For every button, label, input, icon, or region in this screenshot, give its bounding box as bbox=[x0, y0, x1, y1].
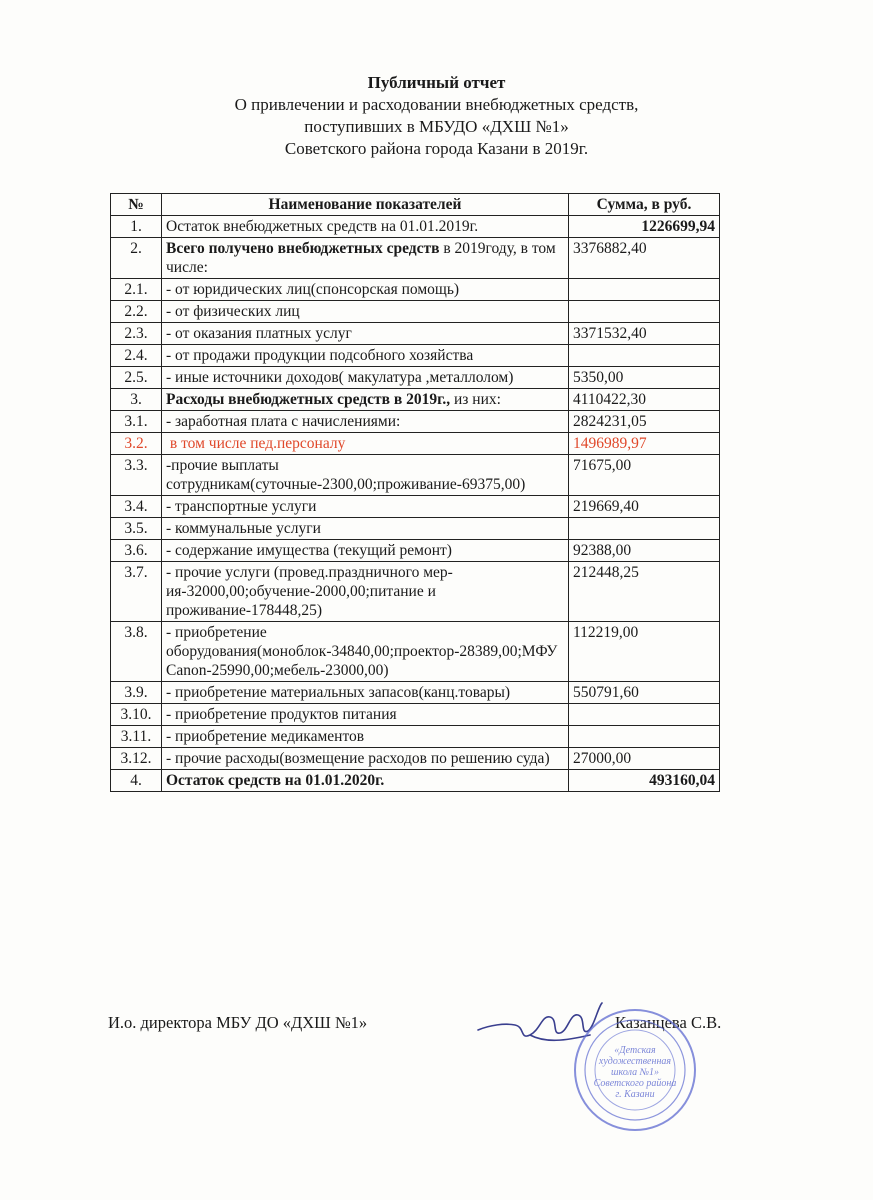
table-row bbox=[111, 518, 720, 540]
column-header-sum: Сумма, в руб. bbox=[569, 194, 720, 216]
row-sum: 3376882,40 bbox=[569, 238, 720, 279]
row-name bbox=[162, 770, 569, 792]
table-row bbox=[111, 770, 720, 792]
row-sum: 219669,40 bbox=[569, 496, 720, 518]
row-sum: 4110422,30 bbox=[569, 389, 720, 411]
row-name: - приобретение медикаментов bbox=[162, 726, 569, 748]
row-number: 3.7. bbox=[111, 562, 162, 622]
table-row bbox=[111, 279, 720, 301]
signer-position: И.о. директора МБУ ДО «ДХШ №1» bbox=[108, 1013, 368, 1032]
row-sum: 27000,00 bbox=[569, 748, 720, 770]
row-number: 3. bbox=[111, 389, 162, 411]
row-name: - заработная плата с начислениями: bbox=[162, 411, 569, 433]
row-sum: 550791,60 bbox=[569, 682, 720, 704]
table-row bbox=[111, 622, 720, 682]
column-header-name: Наименование показателей bbox=[162, 194, 569, 216]
table-row bbox=[111, 367, 720, 389]
row-number: 2.1. bbox=[111, 279, 162, 301]
row-number: 3.4. bbox=[111, 496, 162, 518]
row-sum: 1496989,97 bbox=[569, 433, 720, 455]
report-subtitle-line1: О привлечении и расходовании внебюджетных средств, bbox=[234, 95, 639, 114]
report-subtitle-line3: Советского района города Казани в 2019г. bbox=[284, 139, 589, 158]
row-name: - прочие услуги (провед.праздничного мер-ия-32000,00;обучение-2000,00;питание и проживание-178448,25) bbox=[162, 562, 569, 622]
row-number: 3.5. bbox=[111, 518, 162, 540]
row-name: в том числе пед.персоналу bbox=[162, 433, 569, 455]
report-title: Публичный отчет bbox=[367, 73, 506, 92]
row-name-bold: Расходы внебюджетных средств в 2019г., bbox=[166, 391, 451, 408]
table-row bbox=[111, 726, 720, 748]
table-row bbox=[111, 301, 720, 323]
row-sum: 5350,00 bbox=[569, 367, 720, 389]
row-name: Остаток внебюджетных средств на 01.01.2019г. bbox=[162, 216, 569, 238]
table-header-row bbox=[111, 194, 720, 216]
table-row bbox=[111, 345, 720, 367]
row-name: - иные источники доходов( макулатура ,металлолом) bbox=[162, 367, 569, 389]
row-number: 2.4. bbox=[111, 345, 162, 367]
row-number: 3.3. bbox=[111, 455, 162, 496]
column-header-number: № bbox=[111, 194, 162, 216]
row-name: - коммунальные услуги bbox=[162, 518, 569, 540]
row-name: - приобретение оборудования(моноблок-34840,00;проектор-28389,00;МФУ Canon-25990,00;мебель-23000,00) bbox=[162, 622, 569, 682]
row-sum bbox=[569, 518, 720, 540]
report-subtitle-line2: поступивших в МБУДО «ДХШ №1» bbox=[304, 117, 569, 136]
row-number: 2.2. bbox=[111, 301, 162, 323]
row-sum bbox=[569, 279, 720, 301]
table-row bbox=[111, 748, 720, 770]
row-sum: 493160,04 bbox=[569, 770, 720, 792]
table-row bbox=[111, 238, 720, 279]
row-number: 4. bbox=[111, 770, 162, 792]
row-name: -прочие выплаты сотрудникам(суточные-2300,00;проживание-69375,00) bbox=[162, 455, 569, 496]
row-name: - от оказания платных услуг bbox=[162, 323, 569, 345]
row-name: - содержание имущества (текущий ремонт) bbox=[162, 540, 569, 562]
row-name-bold: Остаток средств на 01.01.2020г. bbox=[166, 772, 385, 789]
table-row bbox=[111, 389, 720, 411]
row-name-rest: в 2019году, в том числе: bbox=[166, 240, 556, 276]
table-row bbox=[111, 540, 720, 562]
row-name: - приобретение материальных запасов(канц.товары) bbox=[162, 682, 569, 704]
report-header bbox=[0, 72, 873, 160]
row-number: 2. bbox=[111, 238, 162, 279]
row-number: 3.11. bbox=[111, 726, 162, 748]
signer-name: Казанцева С.В. bbox=[615, 1013, 722, 1032]
row-number: 2.5. bbox=[111, 367, 162, 389]
row-sum bbox=[569, 726, 720, 748]
row-name: - от продажи продукции подсобного хозяйства bbox=[162, 345, 569, 367]
row-number: 2.3. bbox=[111, 323, 162, 345]
stamp-line4: Советского района bbox=[593, 1078, 677, 1089]
table-row bbox=[111, 496, 720, 518]
table-row bbox=[111, 323, 720, 345]
table-row-highlight bbox=[111, 433, 720, 455]
table-row bbox=[111, 216, 720, 238]
report-table bbox=[110, 193, 720, 792]
row-sum: 3371532,40 bbox=[569, 323, 720, 345]
row-name-bold: Всего получено внебюджетных средств bbox=[166, 240, 440, 257]
row-sum: 1226699,94 bbox=[569, 216, 720, 238]
row-number: 3.6. bbox=[111, 540, 162, 562]
row-name: - от физических лиц bbox=[162, 301, 569, 323]
row-number: 1. bbox=[111, 216, 162, 238]
row-number: 3.12. bbox=[111, 748, 162, 770]
row-sum: 71675,00 bbox=[569, 455, 720, 496]
row-name: - прочие расходы(возмещение расходов по решению суда) bbox=[162, 748, 569, 770]
row-name bbox=[162, 389, 569, 411]
row-number: 3.9. bbox=[111, 682, 162, 704]
organization-stamp bbox=[570, 1005, 700, 1135]
row-number: 3.10. bbox=[111, 704, 162, 726]
row-sum: 2824231,05 bbox=[569, 411, 720, 433]
row-sum: 112219,00 bbox=[569, 622, 720, 682]
row-sum bbox=[569, 345, 720, 367]
table-row bbox=[111, 682, 720, 704]
row-sum: 92388,00 bbox=[569, 540, 720, 562]
row-sum: 212448,25 bbox=[569, 562, 720, 622]
row-number: 3.8. bbox=[111, 622, 162, 682]
row-number: 3.1. bbox=[111, 411, 162, 433]
table-row bbox=[111, 455, 720, 496]
row-name: - приобретение продуктов питания bbox=[162, 704, 569, 726]
row-name: - от юридических лиц(спонсорская помощь) bbox=[162, 279, 569, 301]
stamp-line3: школа №1» bbox=[610, 1067, 660, 1078]
row-sum bbox=[569, 301, 720, 323]
stamp-line1: «Детская bbox=[614, 1045, 656, 1056]
row-name: - транспортные услуги bbox=[162, 496, 569, 518]
row-name bbox=[162, 238, 569, 279]
row-name-rest: из них: bbox=[450, 391, 501, 408]
row-sum bbox=[569, 704, 720, 726]
table-row bbox=[111, 562, 720, 622]
stamp-line2: художественная bbox=[598, 1056, 672, 1067]
row-number: 3.2. bbox=[111, 433, 162, 455]
stamp-line5: г. Казани bbox=[615, 1089, 655, 1100]
table-row bbox=[111, 411, 720, 433]
table-row bbox=[111, 704, 720, 726]
